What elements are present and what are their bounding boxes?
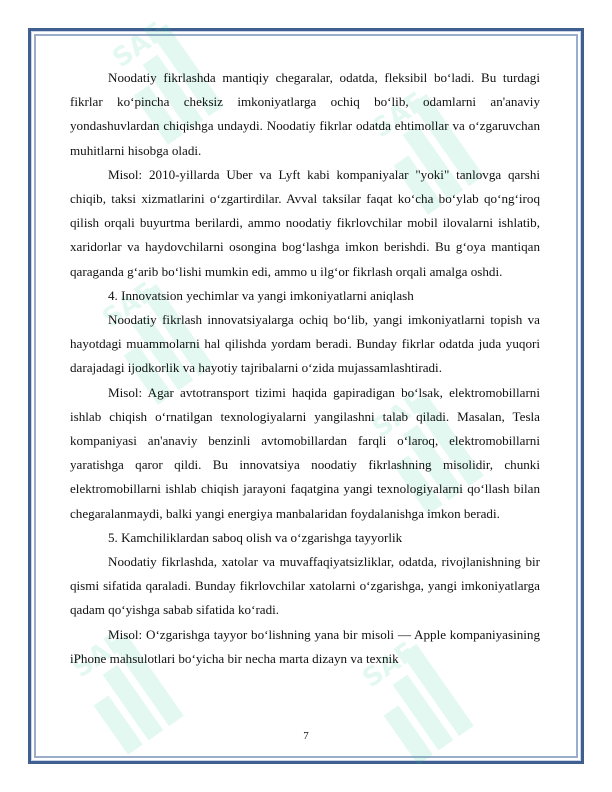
paragraph: Misol: O‘zgarishga tayyor bo‘lishning yana bir misoli — Apple kompaniyasining iPhone mahsulotlari bo‘yicha bir necha marta dizayn va texnik <box>70 626 540 666</box>
svg-text:SAF: SAF <box>107 16 171 74</box>
page-number: 7 <box>303 730 309 742</box>
svg-text:SAF: SAF <box>357 636 421 694</box>
svg-text:SAF: SAF <box>97 276 161 334</box>
svg-text:SAF: SAF <box>367 386 431 444</box>
document-body <box>70 66 540 671</box>
paragraph: Noodatiy fikrlash innovatsiyalarga ochiq bo‘lib, yangi imkoniyatlarni topish va hayotdagi muammolarni hal qilishda yordam beradi. Bunday fikrlar odatda juda yuqori darajadagi ijodkorlik va hayotiy tajribalarni o‘zida mujassamlashtiradi. <box>70 312 540 376</box>
section-heading: 5. Kamchiliklardan saboq olish va o‘zgarishga tayyorlik <box>108 529 403 545</box>
paragraph: Noodatiy fikrlashda, xatolar va muvaffaqiyatsizliklar, odatda, rivojlanishning bir qismi sifatida qaraladi. Bunday fikrlovchilar xatolarni o‘zgarishga, yangi imkoniyatlarga qadam qo‘yishga sabab sifatida ko‘radi. <box>70 554 540 618</box>
paragraph: Noodatiy fikrlashda mantiqiy chegaralar, odatda, fleksibil bo‘ladi. Bu turdagi fikrlar ko‘pincha cheksiz imkoniyatlarga ochiq bo‘lib, odamlarni an'anaviy yondashuvlardan chiqishga undaydi. Noodatiy fikrlar odatda ehtimollar va o‘zgaruvchan muhitlarni hisobga oladi. <box>70 70 540 158</box>
paragraph: Misol: Agar avtotransport tizimi haqida gapiradigan bo‘lsak, elektromobillarni ishlab chiqish o‘rnatilgan texnologiyalarni yangilashni talab qiladi. Masalan, Tesla kompaniyasi an'anaviy benzinli avtomobillardan farqli o‘laroq, elektromobillarni yaratishga qaror qildi. Bu innovatsiya noodatiy fikrlashning misolidir, chunki elektromobillarni ishlab chiqish jarayoni faqatgina yangi texnologiyalarni qo‘llash bilan chegaralanmaydi, balki yangi energiya manbalaridan foydalanishga imkon beradi. <box>70 384 540 521</box>
paragraph: Misol: 2010-yillarda Uber va Lyft kabi kompaniyalar "yoki" tanlovga qarshi chiqib, taksi xizmatlarini o‘zgartirdilar. Avval taksilar faqat ko‘cha bo‘ylab qo‘ng‘iroq qilish orqali buyurtma berilardi, ammo noodatiy fikrlovchilar mobil ilovalarni ishlatib, xaridorlar va haydovchilarni osongina bog‘lashga imkon berishdi. Bu g‘oya mantiqan qaraganda g‘arib bo‘lishi mumkin edi, ammo u ilg‘or fikrlash orqali amalga oshdi. <box>70 166 540 279</box>
section-heading: 4. Innovatsion yechimlar va yangi imkoniyatlarni aniqlash <box>108 287 414 303</box>
svg-text:SAF: SAF <box>367 86 431 144</box>
svg-text:SAF: SAF <box>67 626 131 684</box>
